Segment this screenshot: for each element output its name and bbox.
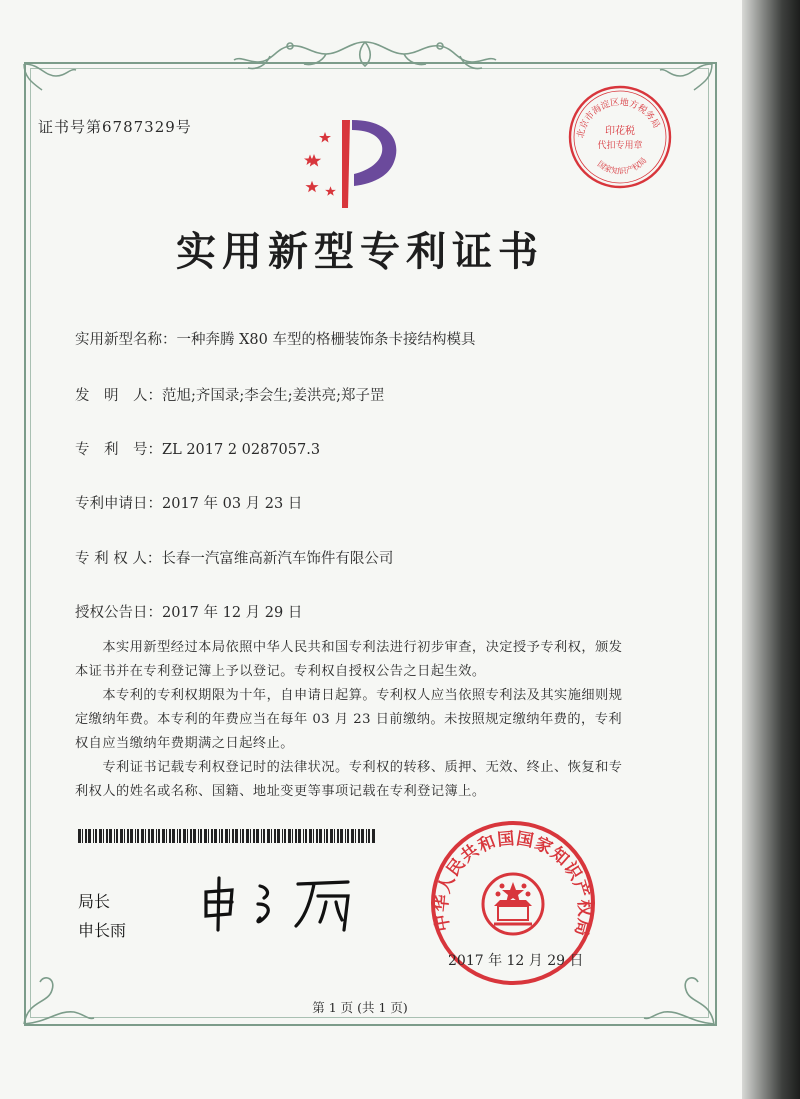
corner-ornament-icon [20,60,80,100]
barcode [78,829,378,843]
corner-ornament-icon [640,950,720,1030]
filing-date-label: 专利申请日： [75,496,162,512]
national-seal-text: 中华人民共和国国家知识产权局 [431,828,595,939]
body-paragraph-3: 专利证书记载专利权登记时的法律状况。专利权的转移、质押、无效、终止、恢复和专利权人的姓名或名称、国籍、地址变更等事项记载在专利登记簿上。 [75,760,623,799]
patent-no-label: 专 利 号： [75,442,162,458]
patent-no-value: ZL 2017 2 0287057.3 [162,442,321,458]
model-name-row [75,328,476,349]
certificate-number: 证书号第6787329号 [38,118,192,136]
svg-text:印花税: 印花税 [605,126,635,137]
inventors-row [75,384,385,405]
top-ornament-icon [230,36,500,80]
model-name-value: 一种奔腾 X80 车型的格栅装饰条卡接结构模具 [176,332,476,348]
seal-date: 2017 年 12 月 29 日 [448,953,584,969]
patentee-label: 专 利 权 人： [75,551,162,567]
announce-date-label: 授权公告日： [75,605,162,621]
filing-date-value: 2017 年 03 月 23 日 [162,496,303,512]
tax-stamp [565,82,675,192]
announce-date-row [75,601,302,622]
tax-stamp-text: 北京市海淀区地方税务局 [576,97,662,140]
inventors-label: 发 明 人： [75,388,162,404]
tax-stamp-bottom: 国家知识产权局 [595,155,649,177]
announce-date-value: 2017 年 12 月 29 日 [162,605,303,621]
scan-edge-shadow [742,0,800,1099]
national-emblem-icon [483,874,543,934]
sipo-logo-icon [290,112,420,212]
filing-date-row [75,492,302,513]
body-paragraph-2: 本专利的专利权期限为十年，自申请日起算。专利权人应当依照专利法及其实施细则规定缴纳年费。本专利的年费应当在每年 03 月 23 日前缴纳。未按照规定缴纳年费的，专利权自应当缴纳年费期满之日起终止。 [75,688,623,751]
patentee-row [75,547,393,568]
inventors-value: 范旭;齐国录;李会生;姜洪亮;郑子罡 [162,388,385,404]
patent-no-row [75,438,320,459]
body-paragraph-1: 本实用新型经过本局依照中华人民共和国专利法进行初步审查，决定授予专利权，颁发本证书并在专利登记簿上予以登记。专利权自授权公告之日起生效。 [75,640,623,679]
page-number: 第 1 页 (共 1 页) [312,1000,408,1015]
certificate-title: 实用新型专利证书 [176,229,544,275]
signatory-role: 局长 [78,892,111,911]
corner-ornament-icon [18,960,98,1030]
svg-text:国家知识产权局 [596,156,649,176]
svg-text:代扣专用章: 代扣专用章 [597,141,643,151]
model-name-label: 实用新型名称： [75,332,177,348]
patentee-value: 长春一汽富维高新汽车饰件有限公司 [161,551,394,567]
signatory-name: 申长雨 [78,921,127,940]
handwritten-signature [198,874,368,934]
